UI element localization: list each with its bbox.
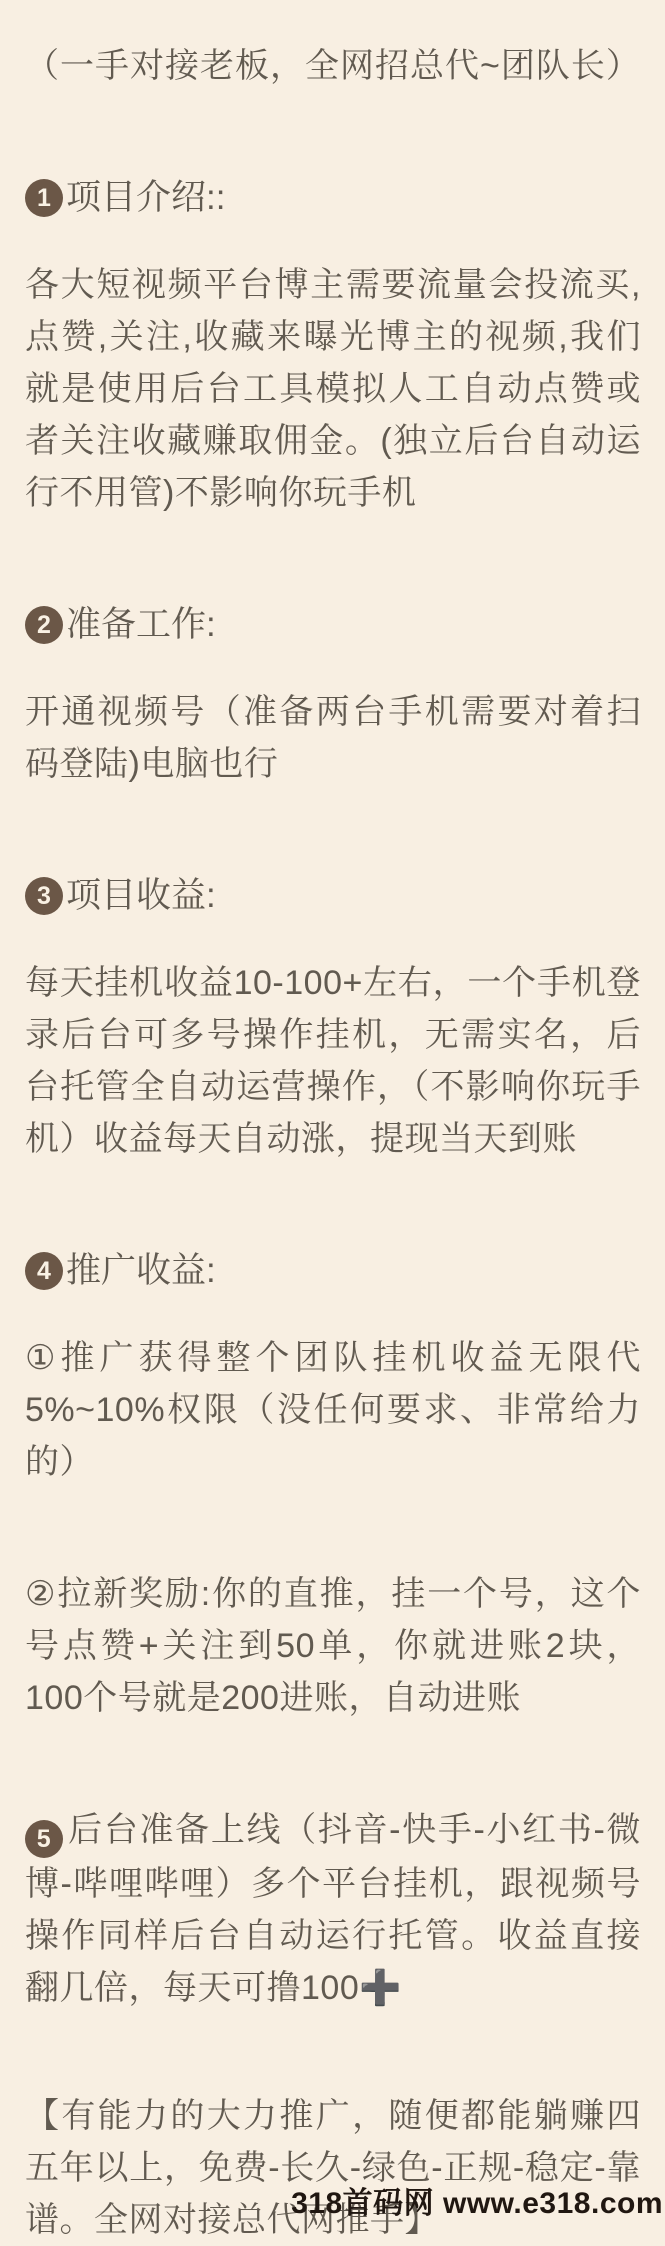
- section-3-heading-label: 项目收益:: [66, 876, 216, 915]
- section-5-paragraph-text: 后台准备上线（抖音-快手-小红书-微博-哔哩哔哩）多个平台挂机，跟视频号操作同样后台自动运行托管。收益直接翻几倍，每天可撸100➕: [25, 1811, 641, 2007]
- watermark-site-label: 318首码网 www.e318.com: [291, 2187, 663, 2220]
- section-4-paragraph-1: ①推广获得整个团队挂机收益无限代5%~10%权限（没任何要求、非常给力的）: [25, 1339, 641, 1481]
- section-3-paragraph: 每天挂机收益10-100+左右，一个手机登录后台可多号操作挂机，无需实名，后台托管全自动运营操作，（不影响你玩手机）收益每天自动涨，提现当天到账: [25, 964, 641, 1158]
- section-4-heading: [25, 1245, 641, 1297]
- section-upcoming-platforms: [25, 1804, 641, 2014]
- section-3-number: 3: [37, 882, 51, 910]
- section-2-heading-label: 准备工作:: [66, 605, 216, 644]
- section-4-number: 4: [37, 1257, 51, 1285]
- section-1-heading: [25, 172, 641, 224]
- section-2-paragraph: 开通视频号（准备两台手机需要对着扫码登陆)电脑也行: [25, 693, 641, 783]
- section-2-heading: [25, 599, 641, 651]
- section-3-number-badge: [25, 877, 63, 915]
- section-5-number-badge: [25, 1820, 63, 1858]
- section-project-intro: [25, 172, 641, 519]
- section-1-number: 1: [37, 184, 51, 212]
- section-1-paragraph: 各大短视频平台博主需要流量会投流买,点赞,关注,收藏来曝光博主的视频,我们就是使用后台工具模拟人工自动点赞或者关注收藏赚取佣金。(独立后台自动运行不用管)不影响你玩手机: [25, 266, 641, 512]
- section-3-heading: [25, 870, 641, 922]
- closing-line: 【有能力的大力推广，随便都能躺赚四五年以上，免费-长久-绿色-正规-稳定-靠谱。全网对接总代网推手】: [25, 2097, 641, 2239]
- section-preparation: [25, 599, 641, 790]
- section-5-paragraph: [25, 1804, 641, 2014]
- section-2-number: 2: [37, 611, 51, 639]
- intro-line: （一手对接老板，全网招总代~团队长）: [25, 47, 641, 85]
- section-5-number: 5: [36, 1825, 52, 1853]
- section-4-number-badge: [25, 1252, 63, 1290]
- section-4-heading-label: 推广收益:: [66, 1251, 216, 1290]
- section-1-heading-label: 项目介绍::: [66, 178, 226, 217]
- section-2-number-badge: [25, 606, 63, 644]
- section-promotion-income: [25, 1245, 641, 1724]
- section-4-paragraph-2: ②拉新奖励:你的直推，挂一个号，这个号点赞+关注到50单，你就进账2块，100个号就是200进账，自动进账: [25, 1575, 641, 1717]
- section-1-number-badge: [25, 179, 63, 217]
- section-project-income: [25, 870, 641, 1165]
